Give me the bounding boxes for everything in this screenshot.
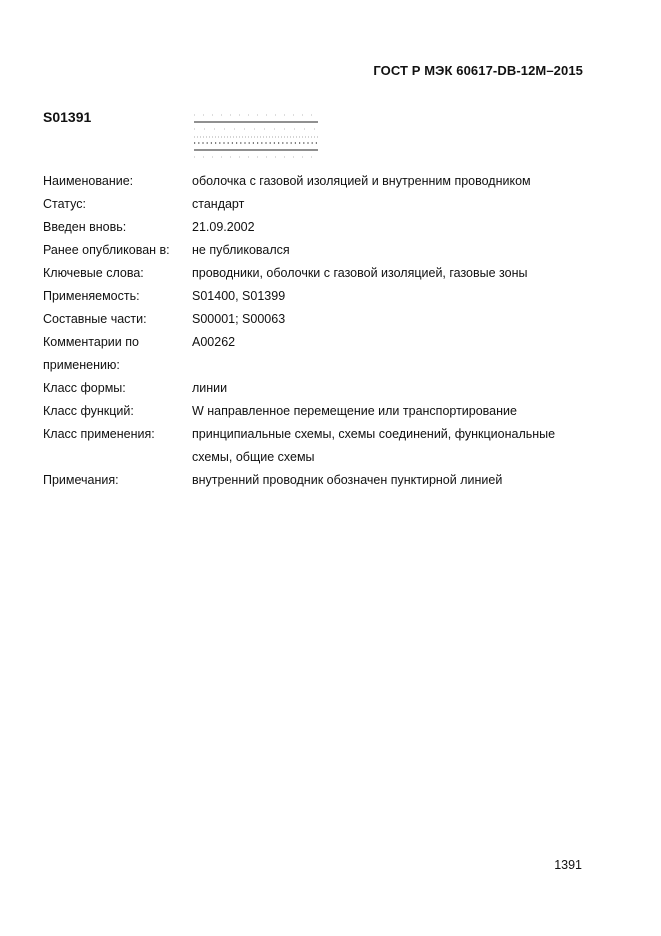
field-row-application-notes [43, 331, 563, 377]
field-row-name [43, 170, 563, 193]
field-value: 21.09.2002 [192, 220, 255, 234]
field-row-components [43, 308, 563, 331]
field-value: внутренний проводник обозначен пунктирной линией [192, 473, 503, 487]
field-value: A00262 [192, 335, 236, 349]
field-value: принципиальные схемы, схемы соединений, функциональные схемы, общие схемы [192, 427, 556, 464]
field-value: линии [192, 381, 228, 395]
field-row-shape-class [43, 377, 563, 400]
field-row-status [43, 193, 563, 216]
field-label: Класс применения: [43, 427, 155, 441]
field-row-function-class [43, 400, 563, 423]
field-label: Класс функций: [43, 404, 134, 418]
document-header: ГОСТ Р МЭК 60617-DB-12M–2015 [373, 63, 583, 78]
field-value: оболочка с газовой изоляцией и внутренним проводником [192, 174, 531, 188]
field-label: Наименование: [43, 174, 134, 188]
field-row-application-class [43, 423, 563, 469]
field-value: S01400, S01399 [192, 289, 286, 303]
field-label: Применяемость: [43, 289, 140, 303]
page-number: 1391 [554, 858, 582, 872]
field-value: W направленное перемещение или транспортирование [192, 404, 517, 418]
field-row-notes [43, 469, 563, 492]
field-row-applicability [43, 285, 563, 308]
field-label: Комментарии по применению: [43, 335, 139, 372]
field-row-introduced [43, 216, 563, 239]
field-label: Введен вновь: [43, 220, 127, 234]
gas-insulated-enclosure-symbol-icon [192, 112, 322, 162]
field-value: стандарт [192, 197, 245, 211]
field-label: Класс формы: [43, 381, 126, 395]
field-label: Ключевые слова: [43, 266, 144, 280]
field-label: Составные части: [43, 312, 147, 326]
symbol-code: S01391 [43, 109, 92, 125]
field-value: S00001; S00063 [192, 312, 286, 326]
field-value: проводники, оболочки с газовой изоляцией, газовые зоны [192, 266, 528, 280]
field-value: не публиковался [192, 243, 290, 257]
field-row-previously-published [43, 239, 563, 262]
field-label: Примечания: [43, 473, 119, 487]
field-label: Ранее опубликован в: [43, 243, 170, 257]
field-label: Статус: [43, 197, 86, 211]
field-list [43, 170, 563, 492]
field-row-keywords [43, 262, 563, 285]
